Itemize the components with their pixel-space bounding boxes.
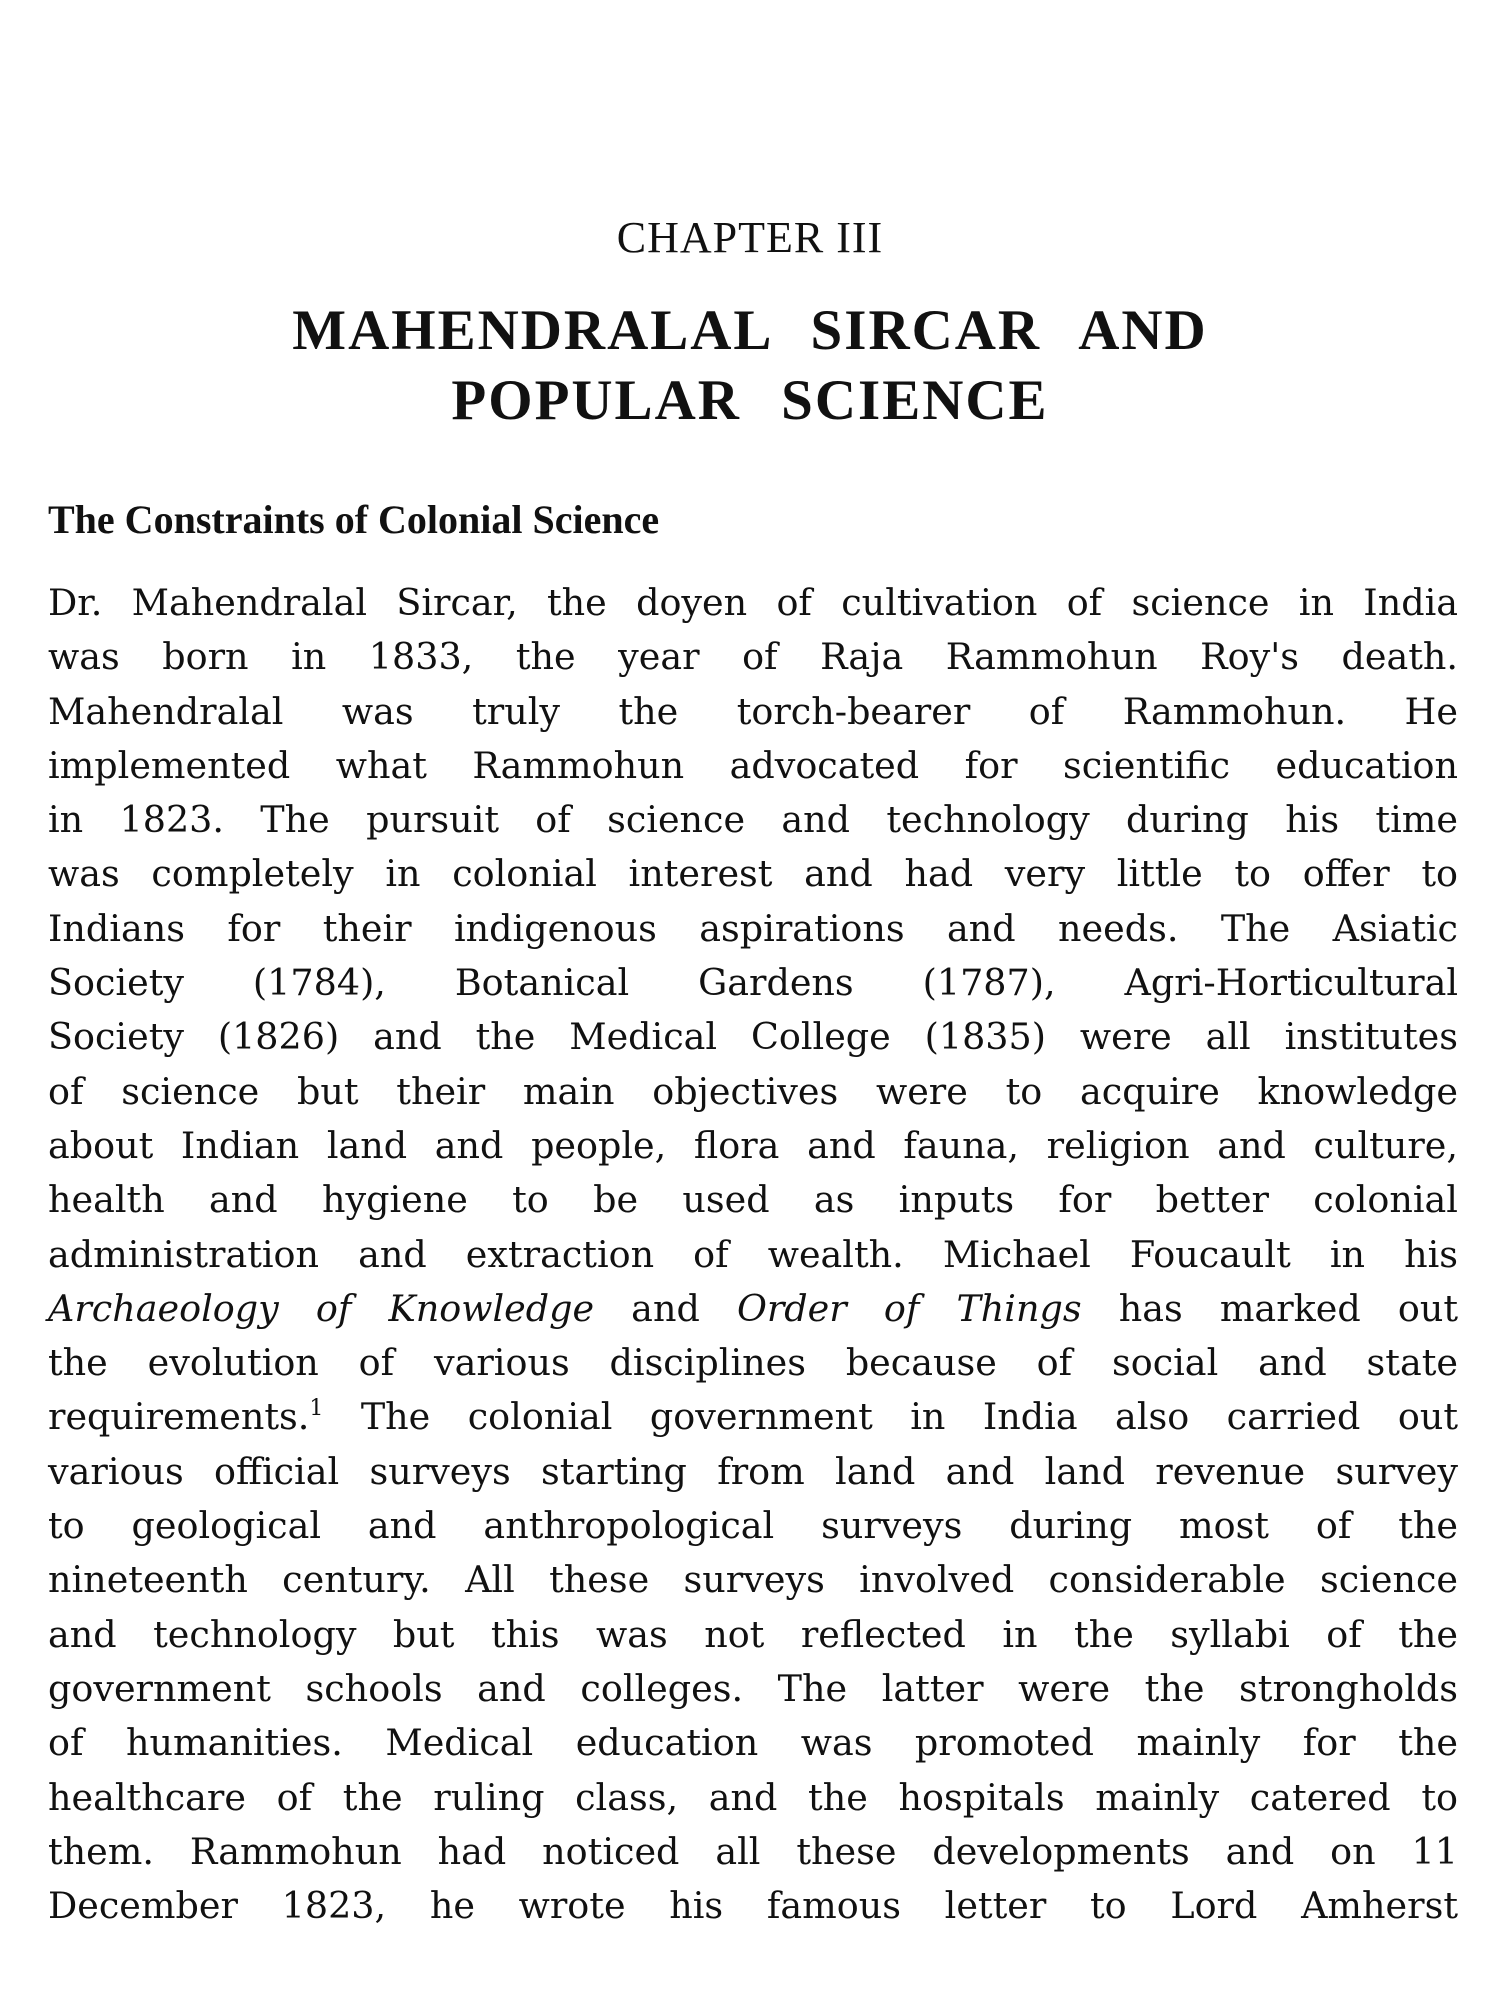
text-line: the evolution of various disciplines because of social and state xyxy=(48,1341,1458,1385)
text-line: was born in 1833, the year of Raja Rammohun Roy's death. xyxy=(48,635,1458,679)
text-line: various official surveys starting from land and land revenue survey xyxy=(48,1449,1458,1493)
text-line: of humanities. Medical education was promoted mainly for the xyxy=(48,1721,1458,1765)
section-heading: The Constraints of Colonial Science xyxy=(48,497,660,542)
footnote-marker: 1 xyxy=(309,1396,324,1422)
chapter-label: CHAPTER III xyxy=(616,213,884,262)
text-line: to geological and anthropological surveys during most of the xyxy=(48,1504,1458,1548)
text-line: was completely in colonial interest and had very little to offer to xyxy=(48,852,1458,896)
text-line: Mahendralal was truly the torch-bearer of Rammohun. He xyxy=(48,689,1458,733)
text-line: Indians for their indigenous aspirations and needs. The Asiatic xyxy=(48,906,1458,950)
body-paragraph xyxy=(48,576,1458,1933)
text-line: about Indian land and people, flora and fauna, religion and culture, xyxy=(48,1123,1458,1167)
book-title-archaeology: Archaeology of Knowledge xyxy=(48,1286,595,1330)
text-line: government schools and colleges. The latter were the strongholds xyxy=(48,1666,1458,1710)
text-line: administration and extraction of wealth. Michael Foucault in his xyxy=(48,1232,1458,1276)
text-line: December 1823, he wrote his famous letter to Lord Amherst xyxy=(48,1884,1458,1928)
text-line: Dr. Mahendralal Sircar, the doyen of cultivation of science in India xyxy=(48,581,1458,624)
text-fragment: The colonial government in India also carried out xyxy=(323,1395,1458,1439)
text-line: healthcare of the ruling class, and the hospitals mainly catered to xyxy=(48,1775,1458,1819)
text-line: in 1823. The pursuit of science and technology during his time xyxy=(48,798,1458,842)
chapter-title xyxy=(0,296,1500,436)
text-line: health and hygiene to be used as inputs for better colonial xyxy=(48,1178,1458,1222)
book-title-order-of-things: Order of Things xyxy=(736,1286,1082,1330)
text-fragment: requirements. xyxy=(48,1395,310,1439)
text-line: Society (1784), Botanical Gardens (1787), Agri-Horticultural xyxy=(48,961,1458,1005)
text-line: nineteenth century. All these surveys involved considerable science xyxy=(48,1558,1458,1602)
text-line xyxy=(48,1282,1458,1336)
text-fragment: has marked out xyxy=(1081,1286,1458,1330)
text-line xyxy=(48,1390,1458,1444)
text-line: them. Rammohun had noticed all these developments and on 11 xyxy=(48,1829,1458,1873)
text-line: and technology but this was not reflected in the syllabi of the xyxy=(48,1612,1458,1656)
text-line: of science but their main objectives were to acquire knowledge xyxy=(48,1069,1458,1113)
text-fragment: and xyxy=(594,1286,737,1330)
text-line: implemented what Rammohun advocated for scientific education xyxy=(48,743,1458,787)
chapter-title-line-2: POPULAR SCIENCE xyxy=(451,369,1049,432)
text-line: Society (1826) and the Medical College (1835) were all institutes xyxy=(48,1015,1458,1059)
chapter-title-line-1: MAHENDRALAL SIRCAR AND xyxy=(292,299,1208,362)
